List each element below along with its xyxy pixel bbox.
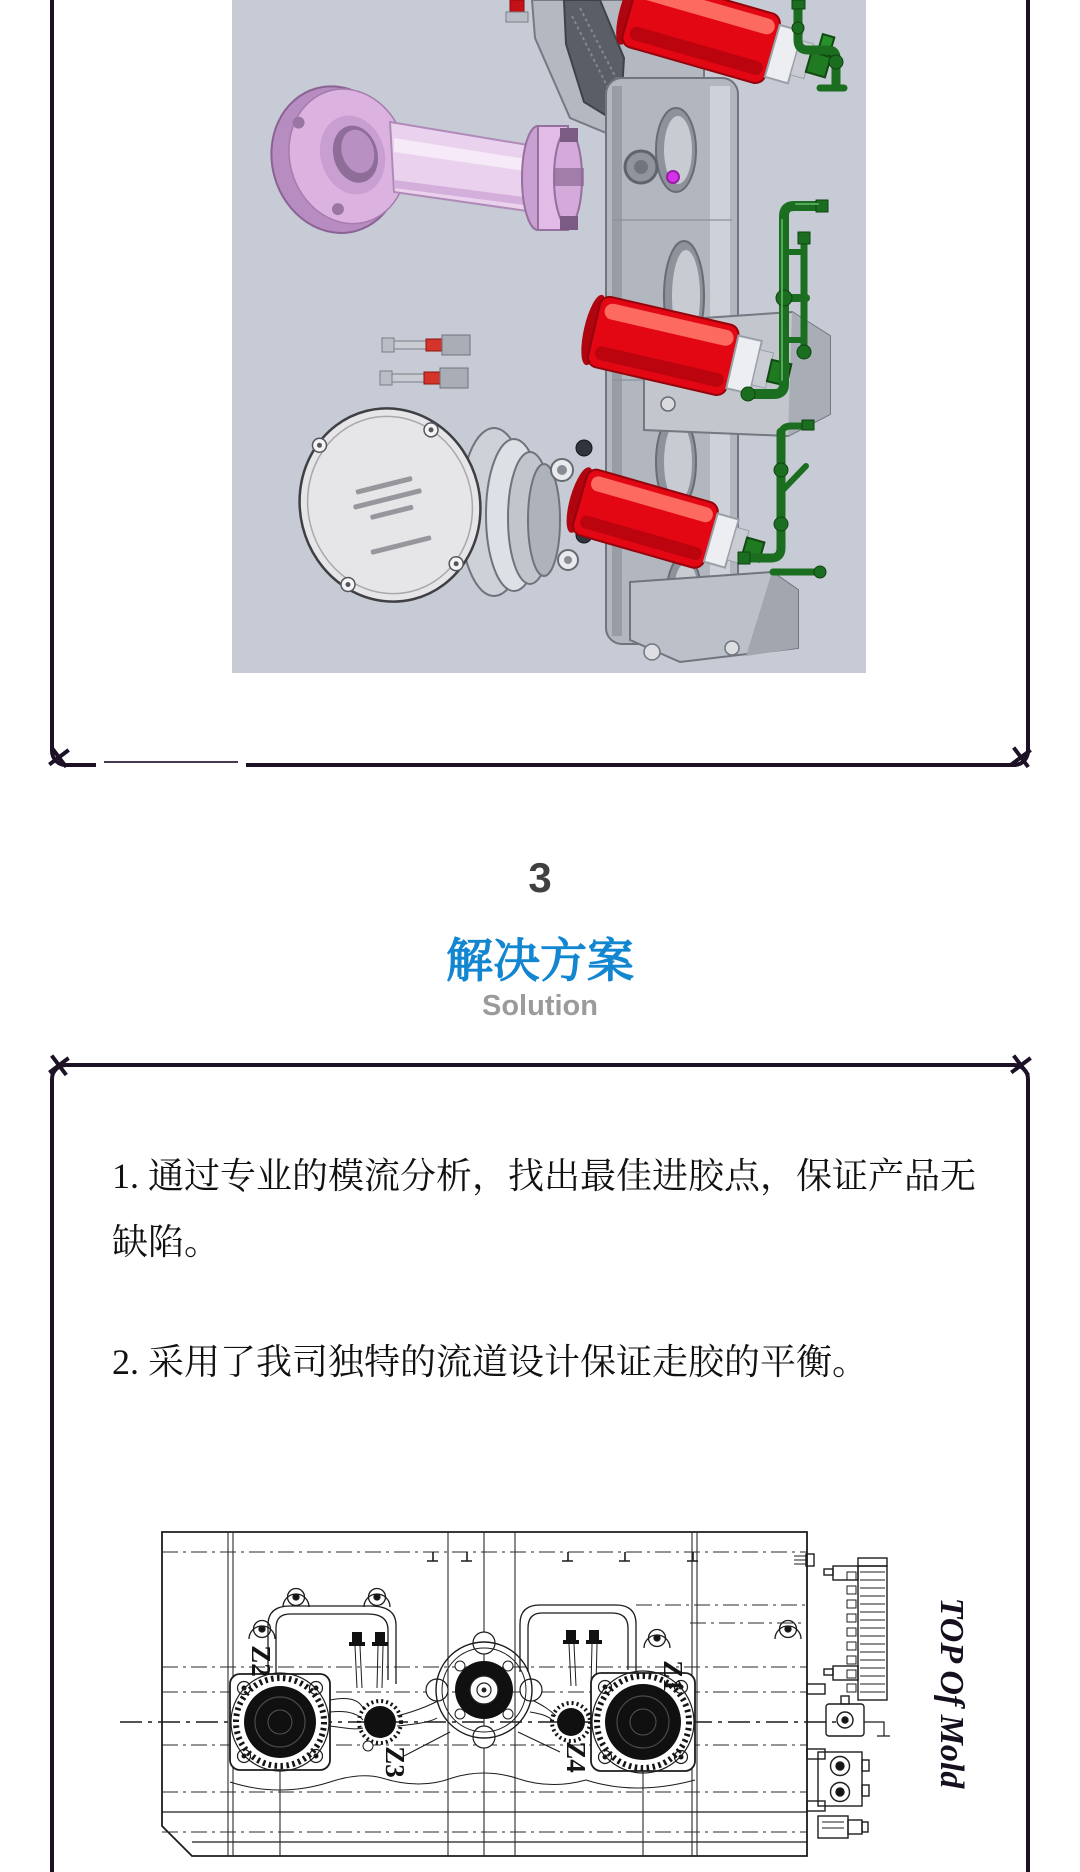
eyelet-tab — [364, 1589, 390, 1608]
mold-drawing-image — [100, 1525, 1010, 1872]
eyelet-tab — [644, 1630, 670, 1649]
drawing-label-z4: Z4 — [561, 1741, 591, 1773]
drawing-label-z1: Z1 — [658, 1660, 688, 1692]
cad-render-image — [232, 0, 866, 673]
drawing-label-z3: Z3 — [380, 1746, 410, 1778]
flange-left — [230, 1673, 330, 1771]
drawing-caption: TOP Of Mold — [933, 1597, 970, 1789]
magenta-pin — [667, 171, 679, 183]
section-number: 3 — [528, 854, 552, 901]
solution-item-1-line-1: 1. 通过专业的模流分析，找出最佳进胶点，保证产品无 — [112, 1156, 977, 1196]
corner-x-icon: × — [42, 1043, 76, 1087]
corner-x-icon: × — [1004, 735, 1038, 779]
solution-item-2 — [112, 1329, 992, 1395]
solution-item-1-line-2: 缺陷。 — [112, 1222, 221, 1262]
solution-item-2-line-1: 2. 采用了我司独特的流道设计保证走胶的平衡。 — [112, 1342, 869, 1382]
corner-x-icon: × — [1004, 1043, 1038, 1087]
eyelet-tab — [249, 1621, 275, 1640]
flange-center — [426, 1632, 542, 1748]
drawing-label-z2: Z2 — [246, 1645, 276, 1677]
eyelet-tab — [283, 1589, 309, 1608]
connector-cluster — [794, 1554, 890, 1838]
frame-sketch-line — [104, 761, 238, 763]
solution-item-1 — [112, 1143, 992, 1275]
section-title-en: Solution — [482, 990, 598, 1022]
corner-x-icon: × — [42, 735, 76, 779]
section-title-cn: 解决方案 — [446, 934, 634, 987]
